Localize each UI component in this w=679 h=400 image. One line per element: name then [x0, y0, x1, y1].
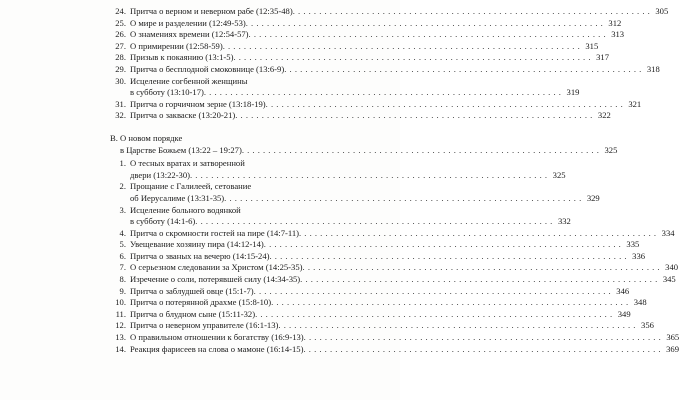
entry-title-continued: об Иерусалиме (13:31-35): [130, 192, 225, 203]
entry-number: 10.: [115, 297, 126, 308]
toc-entry-25: [110, 17, 622, 30]
toc-entry-11: [110, 308, 631, 321]
entry-page: 329: [586, 192, 600, 203]
entry-number: 30.: [115, 75, 126, 86]
entry-title: Притча о скромности гостей на пире (14:7-11): [130, 227, 299, 238]
entry-title: О правильном отношении к богатству (16:9-13): [130, 332, 304, 343]
toc-entry-28: [110, 52, 609, 64]
leader-dots: [303, 344, 661, 356]
entry-number: 1.: [119, 158, 126, 169]
toc-entry-27: [110, 40, 599, 53]
entry-title: Притча о неверном управителе (16:1-13): [130, 320, 279, 331]
entry-number: 9.: [119, 285, 126, 296]
leader-dots: [264, 239, 622, 251]
toc-entry-2: [110, 181, 334, 193]
section-letter: В.: [110, 132, 118, 143]
entry-page: 365: [666, 332, 679, 343]
toc-entry-6: [110, 250, 646, 263]
entry-title: Притча о потерянной драхме (15:8-10): [130, 297, 272, 308]
toc-entry-26: [110, 29, 625, 41]
entry-number: 7.: [119, 262, 126, 273]
entry-title: Увещевание хозяину пира (14:12-14): [130, 239, 264, 250]
entry-number: 24.: [115, 6, 126, 16]
leader-dots: [271, 297, 629, 309]
entry-page: 346: [616, 285, 630, 296]
toc-entry-5: [110, 239, 640, 251]
entry-title: Призыв к покаянию (13:1-5): [130, 52, 234, 63]
toc-entry-2-cont: [110, 192, 600, 205]
entry-page: 322: [597, 110, 611, 121]
section-gap: [110, 122, 334, 133]
entry-title: О тесных вратах и затворенной: [130, 158, 245, 169]
entry-page: 369: [666, 343, 679, 354]
entry-page: 332: [557, 216, 571, 227]
leader-dots: [233, 52, 591, 64]
leader-dots: [224, 193, 582, 205]
entry-number: 27.: [115, 40, 126, 51]
toc-entry-12: [110, 320, 654, 332]
entry-title: Притча о заблудшей овце (15:1-7): [130, 285, 254, 296]
entry-title: Изречение о соли, потерявшей силу (14:34-35): [130, 274, 301, 285]
entry-title: Притча о бесплодной смоковнице (13:6-9): [130, 63, 285, 74]
toc-entry-3: [110, 205, 334, 217]
entry-number: 14.: [115, 343, 126, 354]
toc-entry-9: [110, 285, 630, 298]
toc-entry-30-cont: [110, 87, 580, 99]
entry-number: 4.: [119, 227, 126, 238]
leader-dots: [300, 274, 658, 286]
leader-dots: [270, 251, 628, 263]
leader-dots: [284, 64, 642, 76]
entry-page: 349: [617, 308, 631, 319]
toc-entry-31: [110, 98, 642, 111]
entry-title-continued: двери (13:22-30): [130, 169, 190, 180]
entry-title: О мире и разделении (12:49-53): [130, 17, 246, 28]
entry-title: Реакция фарисеев на слова о мамоне (16:14-15): [130, 343, 304, 354]
entry-page: 312: [608, 17, 622, 28]
entry-number: 25.: [115, 17, 126, 28]
entry-title: О серьезном следовании за Христом (14:25-35): [130, 262, 303, 273]
toc-entry-24: [110, 6, 669, 18]
toc-section-heading: [110, 133, 334, 145]
leader-dots: [293, 6, 651, 18]
toc-entry-1-cont: [110, 169, 566, 182]
entry-title: Притча о верном и неверном рабе (12:35-48): [130, 6, 293, 16]
entry-number: 29.: [115, 63, 126, 74]
entry-number: 28.: [115, 52, 126, 63]
leader-dots: [303, 262, 661, 274]
toc-entry-8: [110, 274, 676, 286]
entry-page: 345: [662, 274, 676, 285]
entry-number: 12.: [115, 320, 126, 331]
entry-title: О знамениях времени (12:54-57): [130, 29, 249, 40]
entry-page: 321: [628, 98, 642, 109]
leader-dots: [249, 29, 607, 41]
entry-page: 317: [596, 52, 609, 63]
entry-title-continued: в субботу (14:1-6): [130, 216, 196, 227]
entry-title: Исцеление согбенной женщины: [130, 75, 248, 86]
leader-dots: [246, 18, 604, 30]
toc-entry-30: [110, 76, 334, 88]
toc-entry-1: [110, 158, 334, 170]
section-title: О новом порядке: [120, 132, 183, 143]
entry-page: 318: [646, 63, 660, 74]
entry-page: 340: [665, 262, 679, 273]
leader-dots: [235, 110, 593, 122]
entry-page: 305: [655, 6, 669, 16]
entry-number: 11.: [115, 308, 126, 319]
entry-page: 315: [585, 40, 599, 51]
toc-entry-14: [110, 343, 679, 356]
leader-dots: [223, 41, 581, 53]
toc-entry-4: [110, 227, 675, 240]
entry-title: Притча о званых на вечерю (14:15-24): [130, 250, 270, 261]
leader-dots: [299, 228, 657, 240]
entry-page: 334: [661, 227, 675, 238]
entry-title: Прощание с Галилеей, сетование: [130, 181, 252, 192]
toc-entry-3-cont: [110, 216, 571, 228]
leader-dots: [304, 332, 662, 344]
entry-page: 348: [633, 297, 647, 308]
entry-page: 313: [611, 29, 625, 40]
toc-entry-32: [110, 110, 611, 122]
leader-dots: [190, 170, 548, 182]
entry-number: 2.: [119, 181, 126, 192]
entry-title-continued: в субботу (13:10-17): [130, 87, 204, 98]
toc-entry-29: [110, 63, 660, 76]
entry-page: 325: [552, 169, 566, 180]
leader-dots: [266, 99, 624, 111]
entry-page: 356: [641, 320, 654, 331]
leader-dots: [204, 87, 562, 99]
entry-number: 13.: [115, 332, 126, 343]
section-page: 325: [604, 144, 618, 155]
entry-page: 335: [626, 239, 640, 250]
toc-section-heading-cont: [110, 144, 618, 157]
entry-title: О примирении (12:58-59): [130, 40, 223, 51]
entry-number: 26.: [115, 29, 126, 40]
table-of-contents: [110, 6, 679, 355]
entry-number: 8.: [119, 274, 126, 285]
entry-title: Притча о горчичном зерне (13:18-19): [130, 98, 266, 109]
leader-dots: [278, 320, 636, 332]
entry-number: 5.: [119, 239, 126, 250]
entry-number: 32.: [115, 110, 126, 121]
toc-entry-7: [110, 262, 679, 274]
entry-title: Притча о блудном сыне (15:11-32): [130, 308, 256, 319]
entry-number: 31.: [115, 98, 126, 109]
entry-number: 3.: [119, 204, 126, 215]
entry-number: 6.: [119, 250, 126, 261]
entry-page: 336: [632, 250, 646, 261]
entry-page: 319: [566, 87, 580, 98]
section-title-continued: в Царстве Божьем (13:22 – 19:27): [120, 144, 242, 155]
leader-dots: [242, 145, 600, 157]
entry-title: Исцеление больного водянкой: [130, 204, 241, 215]
toc-entry-10: [110, 297, 647, 309]
leader-dots: [195, 216, 553, 228]
leader-dots: [255, 309, 613, 321]
toc-entry-13: [110, 332, 679, 344]
entry-title: Притча о закваске (13:20-21): [130, 110, 236, 121]
leader-dots: [254, 286, 612, 298]
